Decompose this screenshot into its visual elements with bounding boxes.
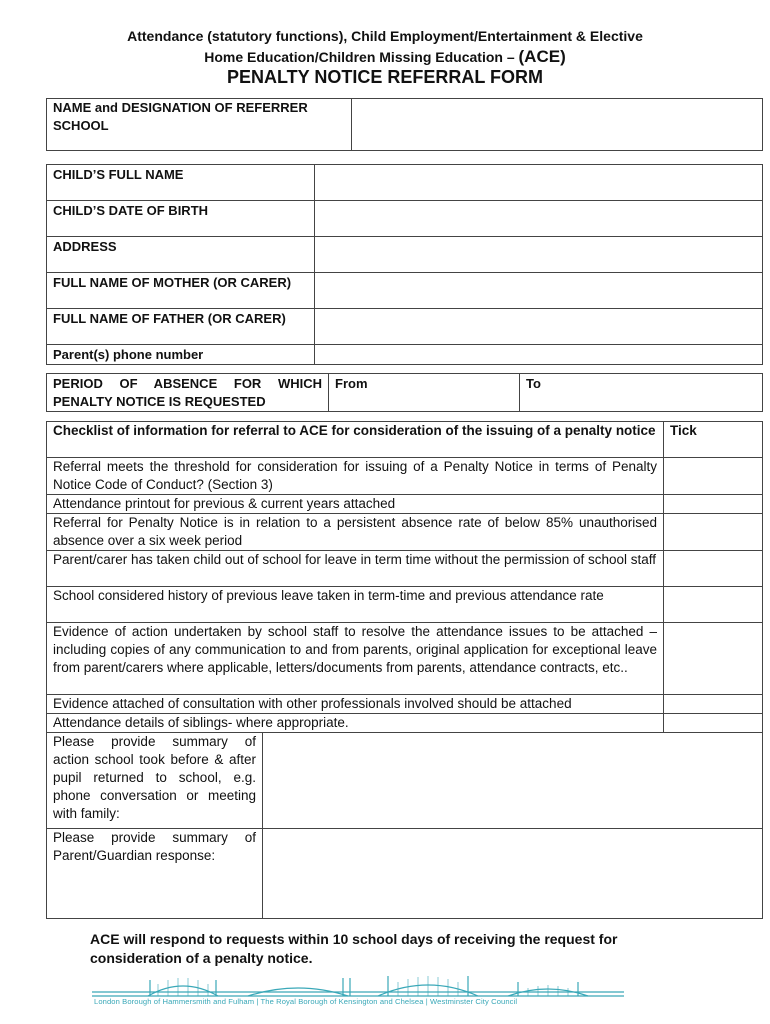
checklist-table	[46, 421, 763, 919]
mother-name-field[interactable]	[315, 273, 763, 309]
absence-period-table	[46, 373, 763, 412]
tick-box[interactable]	[664, 623, 763, 695]
child-name-label: CHILD’S FULL NAME	[47, 165, 315, 201]
checklist-item: Attendance printout for previous & current years attached	[47, 495, 664, 514]
to-label: To	[526, 376, 541, 391]
father-name-label: FULL NAME OF FATHER (OR CARER)	[47, 309, 315, 345]
referrer-table	[46, 98, 763, 151]
councils-text: London Borough of Hammersmith and Fulham | The Royal Borough of Kensington and Chelsea | Westminster City Council	[94, 997, 518, 1006]
summary-response-field[interactable]	[263, 829, 763, 919]
tick-box[interactable]	[664, 458, 763, 495]
phone-label: Parent(s) phone number	[47, 345, 315, 365]
response-time-note: ACE will respond to requests within 10 school days of receiving the request for consideration of a penalty notice.	[90, 931, 618, 966]
header-line-2-text: Home Education/Children Missing Education –	[204, 49, 519, 65]
child-details-table	[46, 164, 763, 365]
tick-box[interactable]	[664, 551, 763, 587]
checklist-item: Evidence attached of consultation with other professionals involved should be attached	[47, 695, 664, 714]
mother-name-label: FULL NAME OF MOTHER (OR CARER)	[47, 273, 315, 309]
child-name-field[interactable]	[315, 165, 763, 201]
to-field[interactable]	[520, 374, 763, 412]
checklist-item: Attendance details of siblings- where appropriate.	[47, 714, 664, 733]
checklist-item: Referral meets the threshold for consideration for issuing of a Penalty Notice in terms of Penalty Notice Code of Conduct? (Section 3)	[47, 458, 664, 495]
checklist-item: Parent/carer has taken child out of school for leave in term time without the permission of school staff	[47, 551, 664, 587]
child-dob-field[interactable]	[315, 201, 763, 237]
phone-field[interactable]	[315, 345, 763, 365]
period-label: PERIOD OF ABSENCE FOR WHICH PENALTY NOTICE IS REQUESTED	[47, 374, 329, 412]
school-label: SCHOOL	[53, 118, 109, 133]
checklist-item: School considered history of previous leave taken in term-time and previous attendance rate	[47, 587, 664, 623]
checklist-item: Evidence of action undertaken by school staff to resolve the attendance issues to be attached – including copies of any communication to and from parents, original application for exceptional leave from parent/carers where applicable, letters/documents from parents, attendance contracts, etc..	[47, 623, 664, 695]
child-dob-label: CHILD’S DATE OF BIRTH	[47, 201, 315, 237]
from-field[interactable]	[329, 374, 520, 412]
tick-box[interactable]	[664, 587, 763, 623]
referrer-labels-cell	[47, 99, 352, 151]
header-line-2	[0, 47, 770, 67]
checklist-item: Referral for Penalty Notice is in relation to a persistent absence rate of below 85% unauthorised absence over a six week period	[47, 514, 664, 551]
referrer-name-label: NAME and DESIGNATION OF REFERRER	[53, 100, 308, 115]
tick-box[interactable]	[664, 714, 763, 733]
summary-action-field[interactable]	[263, 733, 763, 829]
tick-box[interactable]	[664, 514, 763, 551]
tick-box[interactable]	[664, 495, 763, 514]
from-label: From	[335, 376, 368, 391]
header-line-1: Attendance (statutory functions), Child Employment/Entertainment & Elective	[127, 28, 643, 44]
address-label: ADDRESS	[47, 237, 315, 273]
tick-box[interactable]	[664, 695, 763, 714]
form-title: PENALTY NOTICE REFERRAL FORM	[226, 67, 543, 87]
referrer-field[interactable]	[352, 99, 763, 151]
header-acronym: (ACE)	[518, 47, 566, 66]
tick-header: Tick	[664, 422, 763, 458]
father-name-field[interactable]	[315, 309, 763, 345]
summary-action-label: Please provide summary of action school took before & after pupil returned to school, e.g. phone conversation or meeting with family:	[47, 733, 263, 829]
checklist-heading: Checklist of information for referral to ACE for consideration of the issuing of a penalty notice	[47, 422, 664, 458]
summary-response-label: Please provide summary of Parent/Guardian response:	[47, 829, 263, 919]
address-field[interactable]	[315, 237, 763, 273]
